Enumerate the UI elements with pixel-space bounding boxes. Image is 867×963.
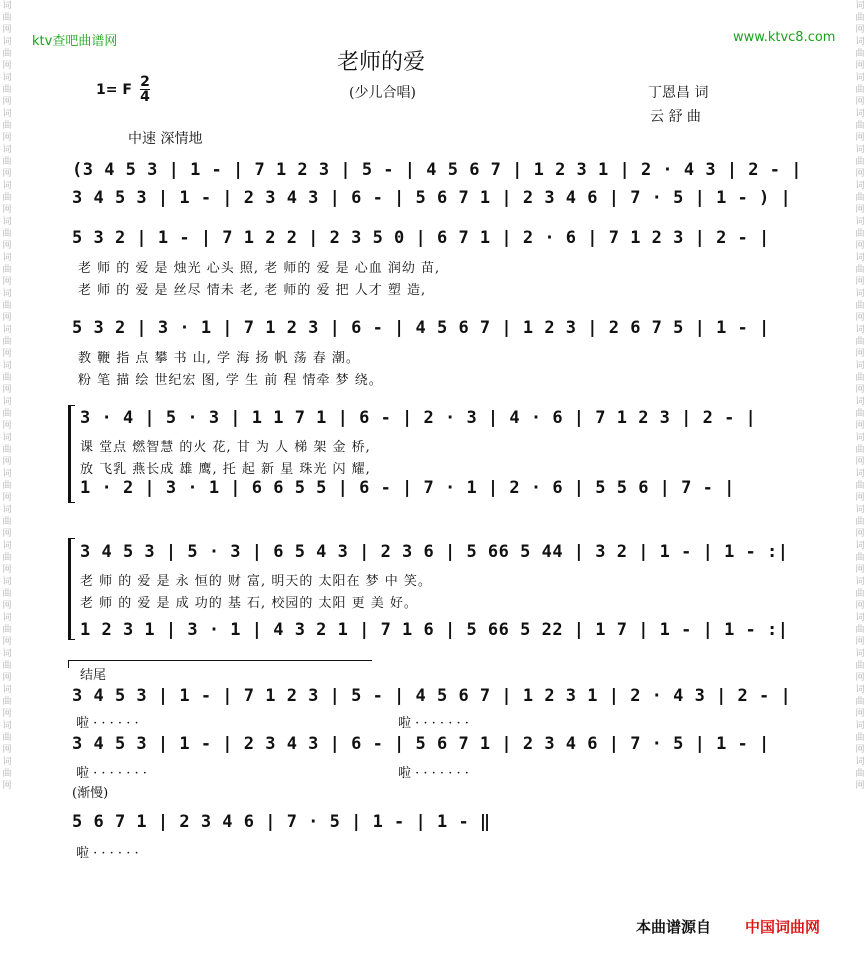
watermark-glyph: 词: [2, 289, 12, 299]
watermark-glyph: 网: [855, 493, 865, 503]
watermark-glyph: 词: [2, 505, 12, 515]
coda-rule: [68, 660, 372, 661]
key-signature: [96, 82, 132, 98]
coda-label: 结尾: [80, 668, 107, 683]
watermark-glyph: 词: [2, 577, 12, 587]
watermark-glyph: 词: [855, 289, 865, 299]
verse-lyrics-2b: 粉 笔 描 绘 世纪宏 图, 学 生 前 程 情牵 梦 绕。: [78, 373, 383, 388]
watermark-glyph: 词: [855, 613, 865, 623]
lyricist: 丁恩昌 词: [648, 85, 709, 101]
watermark-glyph: 曲: [2, 697, 12, 707]
chorus-lyrics-1b: 放 飞乳 燕长成 雄 鹰, 托 起 新 星 珠光 闪 耀,: [80, 462, 371, 477]
watermark-glyph: 网: [855, 349, 865, 359]
watermark-glyph: 网: [855, 421, 865, 431]
coda-notes-3: 5 6 7 1 | 2 3 4 6 | 7 · 5 | 1 - | 1 - ‖: [72, 812, 491, 832]
system-brace-2: [68, 538, 75, 640]
watermark-glyph: 网: [855, 601, 865, 611]
watermark-glyph: 网: [2, 25, 12, 35]
watermark-glyph: 网: [855, 781, 865, 791]
watermark-glyph: 词: [855, 541, 865, 551]
watermark-glyph: 网: [2, 385, 12, 395]
watermark-glyph: 网: [2, 673, 12, 683]
watermark-glyph: 曲: [2, 517, 12, 527]
watermark-glyph: 词: [855, 757, 865, 767]
watermark-glyph: 词: [855, 577, 865, 587]
watermark-glyph: 曲: [855, 589, 865, 599]
watermark-glyph: 网: [2, 133, 12, 143]
chorus-upper-notes-2: 3 4 5 3 | 5 · 3 | 6 5 4 3 | 2 3 6 | 5 66 5 44 | 3 2 | 1 - | 1 - :|: [80, 542, 789, 562]
watermark-glyph: 曲: [855, 373, 865, 383]
watermark-glyph: 网: [855, 205, 865, 215]
coda-notes-2: 3 4 5 3 | 1 - | 2 3 4 3 | 6 - | 5 6 7 1 | 2 3 4 6 | 7 · 5 | 1 - |: [72, 734, 770, 754]
watermark-glyph: 曲: [855, 733, 865, 743]
watermark-glyph: 词: [2, 109, 12, 119]
watermark-glyph: 曲: [855, 157, 865, 167]
watermark-glyph: 词: [855, 361, 865, 371]
watermark-glyph: 曲: [2, 337, 12, 347]
watermark-glyph: 词: [2, 181, 12, 191]
watermark-glyph: 曲: [855, 409, 865, 419]
watermark-glyph: 曲: [2, 121, 12, 131]
right-site-label: www.ktvc8.com: [733, 30, 836, 45]
watermark-glyph: 词: [2, 541, 12, 551]
watermark-glyph: 网: [2, 637, 12, 647]
watermark-glyph: 曲: [855, 769, 865, 779]
watermark-glyph: 曲: [2, 301, 12, 311]
watermark-glyph: 曲: [2, 445, 12, 455]
watermark-glyph: 词: [2, 1, 12, 11]
watermark-glyph: 词: [855, 73, 865, 83]
time-top: 2: [140, 74, 150, 90]
watermark-glyph: 曲: [2, 589, 12, 599]
watermark-glyph: 网: [855, 25, 865, 35]
watermark-glyph: 曲: [855, 229, 865, 239]
watermark-glyph: 曲: [855, 13, 865, 23]
watermark-glyph: 曲: [2, 229, 12, 239]
watermark-glyph: 曲: [855, 193, 865, 203]
watermark-glyph: 词: [2, 253, 12, 263]
watermark-glyph: 曲: [2, 553, 12, 563]
watermark-glyph: 网: [2, 277, 12, 287]
watermark-glyph: 词: [855, 325, 865, 335]
tempo-change: (渐慢): [72, 786, 109, 801]
watermark-glyph: 网: [855, 637, 865, 647]
watermark-glyph: 网: [855, 385, 865, 395]
watermark-glyph: 曲: [2, 85, 12, 95]
key-label: 1= F: [96, 82, 132, 98]
watermark-glyph: 曲: [855, 301, 865, 311]
verse-notes-1: 5 3 2 | 1 - | 7 1 2 2 | 2 3 5 0 | 6 7 1 | 2 · 6 | 7 1 2 3 | 2 - |: [72, 228, 770, 248]
watermark-glyph: 网: [2, 565, 12, 575]
watermark-glyph: 曲: [2, 265, 12, 275]
watermark-glyph: 网: [2, 421, 12, 431]
watermark-glyph: 网: [855, 61, 865, 71]
watermark-glyph: 词: [2, 145, 12, 155]
watermark-glyph: 曲: [855, 481, 865, 491]
watermark-glyph: 词: [855, 397, 865, 407]
watermark-glyph: 曲: [855, 49, 865, 59]
verse-lyrics-1a: 老 师 的 爱 是 烛光 心头 照, 老 师的 爱 是 心血 润幼 苗,: [78, 261, 441, 276]
watermark-glyph: 词: [2, 721, 12, 731]
time-bottom: 4: [140, 89, 150, 105]
watermark-glyph: 网: [855, 277, 865, 287]
watermark-glyph: 词: [855, 433, 865, 443]
right-watermark-column: [853, 0, 867, 963]
watermark-glyph: 网: [2, 313, 12, 323]
watermark-glyph: 曲: [2, 49, 12, 59]
watermark-glyph: 网: [855, 313, 865, 323]
watermark-glyph: 词: [855, 217, 865, 227]
watermark-glyph: 词: [855, 181, 865, 191]
watermark-glyph: 词: [855, 1, 865, 11]
watermark-glyph: 曲: [855, 553, 865, 563]
watermark-glyph: 网: [2, 781, 12, 791]
watermark-glyph: 词: [855, 685, 865, 695]
intro-line-2: 3 4 5 3 | 1 - | 2 3 4 3 | 6 - | 5 6 7 1 | 2 3 4 6 | 7 · 5 | 1 - ) |: [72, 188, 792, 208]
watermark-glyph: 网: [2, 97, 12, 107]
watermark-glyph: 曲: [2, 625, 12, 635]
chorus-lyrics-2a: 老 师 的 爱 是 永 恒的 财 富, 明天的 太阳在 梦 中 笑。: [80, 574, 432, 589]
watermark-glyph: 曲: [2, 481, 12, 491]
watermark-glyph: 网: [2, 169, 12, 179]
watermark-glyph: 词: [2, 397, 12, 407]
left-site-label: ktv查吧曲谱网: [32, 34, 118, 49]
watermark-glyph: 网: [855, 457, 865, 467]
watermark-glyph: 网: [2, 241, 12, 251]
coda-la-1b: 啦 · · · · · · ·: [398, 716, 469, 731]
system-brace-1: [68, 405, 75, 503]
song-title: 老师的爱: [337, 50, 426, 75]
verse-lyrics-1b: 老 师 的 爱 是 丝尽 情未 老, 老 师的 爱 把 人才 塑 造,: [78, 283, 427, 298]
watermark-glyph: 网: [2, 205, 12, 215]
watermark-glyph: 网: [2, 709, 12, 719]
watermark-glyph: 曲: [855, 625, 865, 635]
watermark-glyph: 曲: [2, 193, 12, 203]
watermark-glyph: 曲: [2, 373, 12, 383]
watermark-glyph: 网: [855, 169, 865, 179]
watermark-glyph: 曲: [855, 121, 865, 131]
watermark-glyph: 网: [855, 673, 865, 683]
watermark-glyph: 网: [2, 601, 12, 611]
watermark-glyph: 词: [855, 37, 865, 47]
composer: 云 舒 曲: [650, 109, 701, 125]
watermark-glyph: 词: [2, 361, 12, 371]
chorus-lower-notes-1: 1 · 2 | 3 · 1 | 6 6 5 5 | 6 - | 7 · 1 | 2 · 6 | 5 5 6 | 7 - |: [80, 478, 735, 498]
watermark-glyph: 网: [855, 97, 865, 107]
watermark-glyph: 词: [855, 649, 865, 659]
time-signature: [140, 75, 150, 104]
watermark-glyph: 词: [2, 685, 12, 695]
watermark-glyph: 词: [2, 433, 12, 443]
chorus-upper-notes-1: 3 · 4 | 5 · 3 | 1 1 7 1 | 6 - | 2 · 3 | 4 · 6 | 7 1 2 3 | 2 - |: [80, 408, 757, 428]
coda-notes-1: 3 4 5 3 | 1 - | 7 1 2 3 | 5 - | 4 5 6 7 | 1 2 3 1 | 2 · 4 3 | 2 - |: [72, 686, 792, 706]
watermark-glyph: 词: [855, 145, 865, 155]
watermark-glyph: 词: [2, 469, 12, 479]
chorus-lyrics-2b: 老 师 的 爱 是 成 功的 基 石, 校园的 太阳 更 美 好。: [80, 596, 418, 611]
watermark-glyph: 网: [855, 565, 865, 575]
watermark-glyph: 词: [2, 217, 12, 227]
watermark-glyph: 曲: [855, 337, 865, 347]
watermark-glyph: 词: [855, 109, 865, 119]
song-subtitle: (少儿合唱): [349, 85, 416, 101]
watermark-glyph: 网: [855, 709, 865, 719]
left-watermark-column: [0, 0, 14, 963]
watermark-glyph: 网: [855, 745, 865, 755]
watermark-glyph: 曲: [2, 409, 12, 419]
watermark-glyph: 网: [2, 61, 12, 71]
watermark-glyph: 网: [2, 493, 12, 503]
watermark-glyph: 词: [855, 469, 865, 479]
footer-source-label: 本曲谱源自: [636, 918, 712, 936]
coda-la-3: 啦 · · · · · ·: [76, 846, 139, 861]
intro-line-1: (3 4 5 3 | 1 - | 7 1 2 3 | 5 - | 4 5 6 7 | 1 2 3 1 | 2 · 4 3 | 2 - |: [72, 160, 802, 180]
chorus-lyrics-1a: 课 堂点 燃智慧 的火 花, 甘 为 人 梯 架 金 桥,: [80, 440, 371, 455]
watermark-glyph: 网: [855, 529, 865, 539]
watermark-glyph: 曲: [855, 85, 865, 95]
watermark-glyph: 曲: [2, 661, 12, 671]
watermark-glyph: 曲: [2, 769, 12, 779]
verse-notes-2: 5 3 2 | 3 · 1 | 7 1 2 3 | 6 - | 4 5 6 7 | 1 2 3 | 2 6 7 5 | 1 - |: [72, 318, 770, 338]
watermark-glyph: 曲: [855, 697, 865, 707]
watermark-glyph: 词: [855, 505, 865, 515]
watermark-glyph: 词: [2, 37, 12, 47]
watermark-glyph: 曲: [2, 733, 12, 743]
coda-la-2a: 啦 · · · · · · ·: [76, 766, 147, 781]
watermark-glyph: 词: [2, 649, 12, 659]
watermark-glyph: 网: [2, 529, 12, 539]
tempo-marking: 中速 深情地: [128, 131, 203, 147]
coda-rule-tick: [68, 660, 69, 668]
coda-la-1a: 啦 · · · · · ·: [76, 716, 139, 731]
watermark-glyph: 词: [2, 73, 12, 83]
watermark-glyph: 网: [2, 349, 12, 359]
watermark-glyph: 词: [2, 757, 12, 767]
watermark-glyph: 词: [855, 721, 865, 731]
watermark-glyph: 词: [2, 325, 12, 335]
watermark-glyph: 曲: [2, 13, 12, 23]
footer-site-link[interactable]: 中国词曲网: [745, 918, 821, 936]
watermark-glyph: 曲: [855, 661, 865, 671]
coda-la-2b: 啦 · · · · · · ·: [398, 766, 469, 781]
watermark-glyph: 网: [2, 745, 12, 755]
chorus-lower-notes-2: 1 2 3 1 | 3 · 1 | 4 3 2 1 | 7 1 6 | 5 66 5 22 | 1 7 | 1 - | 1 - :|: [80, 620, 789, 640]
watermark-glyph: 曲: [855, 445, 865, 455]
watermark-glyph: 曲: [855, 517, 865, 527]
watermark-glyph: 网: [855, 133, 865, 143]
watermark-glyph: 曲: [2, 157, 12, 167]
watermark-glyph: 网: [855, 241, 865, 251]
verse-lyrics-2a: 教 鞭 指 点 攀 书 山, 学 海 扬 帆 荡 春 潮。: [78, 351, 360, 366]
watermark-glyph: 网: [2, 457, 12, 467]
watermark-glyph: 词: [855, 253, 865, 263]
watermark-glyph: 词: [2, 613, 12, 623]
watermark-glyph: 曲: [855, 265, 865, 275]
